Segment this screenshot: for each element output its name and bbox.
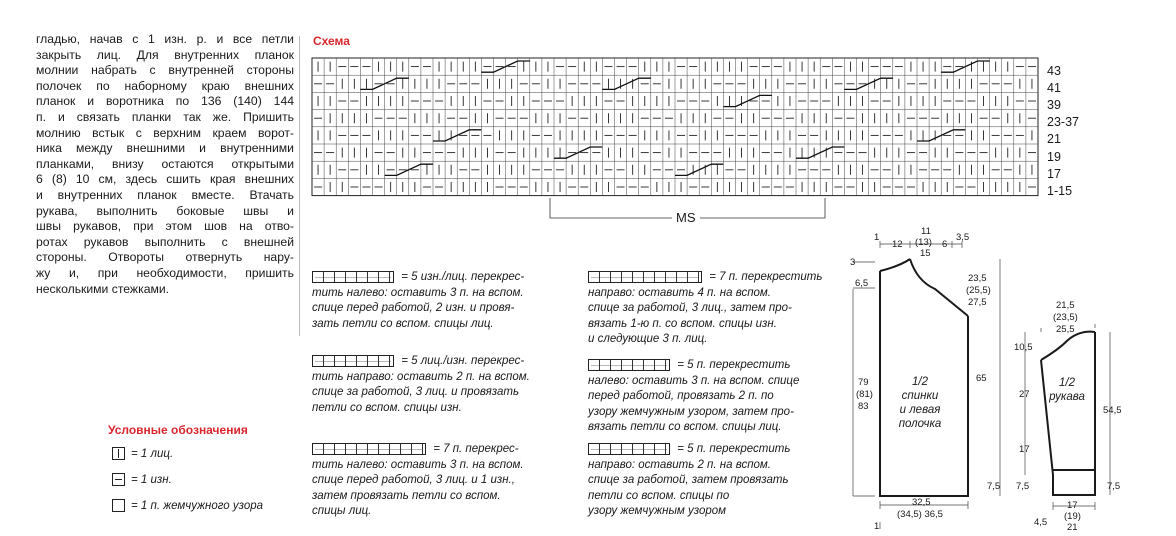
text-line: швы рукавов, при этом шов на отво-	[36, 219, 294, 234]
row-number: 23-37	[1047, 115, 1079, 129]
dim-label: 65	[976, 373, 987, 384]
cable-5-seed-left-icon	[588, 359, 670, 371]
cable-5-left-icon	[312, 271, 394, 283]
dim-label: 25,5	[1056, 324, 1075, 335]
knit-stitch-icon	[112, 447, 125, 460]
row-number: 21	[1047, 132, 1061, 146]
piece-label: 1/2 рукава	[1049, 377, 1085, 403]
dim-label: 3,5	[956, 232, 970, 243]
dim-label: 54,5	[1103, 405, 1122, 416]
text-line: и внутренних планок вместе. Втачать	[36, 187, 294, 202]
dim-label: 21,5	[1056, 300, 1075, 311]
cable-5-right-icon	[312, 355, 394, 367]
dim-label: (23,5)	[1053, 312, 1078, 323]
row-number: 17	[1047, 167, 1061, 181]
legend-item-knit	[112, 447, 173, 460]
dim-label: 7,5	[987, 481, 1001, 492]
text-line: стороны. Отвороты отвернуть нару-	[36, 250, 294, 265]
text-line: п. и связать планки так же. Пришить	[36, 109, 294, 124]
dim-label: 1	[874, 521, 880, 532]
dim-label: 1	[874, 232, 880, 243]
dim-label: 79	[858, 377, 869, 388]
text-line: гладью, начав с 1 изн. р. и все петли	[36, 32, 294, 46]
text-line: ника между внешними и внутренними	[36, 141, 294, 156]
dim-label: 6	[942, 239, 948, 250]
text-line: полочек по наборному краю внешних	[36, 78, 294, 93]
legend-item-purl	[112, 473, 172, 486]
row-number: 43	[1047, 64, 1061, 78]
cross-desc: = 5 изн./лиц. перекрес- тить налево: оставить 3 п. на вспом. спице перед работой, 2 изн. и провя- зать петли со вспом. спицы лиц.	[312, 271, 525, 330]
legend-title: Условные обозначения	[108, 423, 248, 437]
text-line: несколькими стежками.	[36, 281, 170, 296]
scheme-title: Схема	[313, 34, 350, 48]
repeat-label: MS	[672, 210, 700, 225]
cable-5-seed-right-icon	[588, 443, 670, 455]
dim-label: 10,5	[1014, 342, 1033, 353]
text-line: жу и, при необходимости, пришить	[36, 265, 294, 280]
cable-7-right-icon	[588, 271, 702, 283]
text-line: молнию встык с верхним краем ворот-	[36, 125, 294, 140]
purl-stitch-icon	[112, 473, 125, 486]
dim-label: 7,5	[1107, 481, 1121, 492]
dim-label: 12	[892, 239, 903, 250]
dim-label: 11	[921, 226, 931, 237]
dim-label: 4,5	[1034, 517, 1048, 528]
dim-label: 83	[858, 401, 869, 412]
dim-label: (25,5)	[966, 285, 991, 296]
dim-label: (81)	[856, 389, 873, 400]
dim-label: 21	[1067, 522, 1078, 533]
cable-7-left-icon	[312, 443, 426, 455]
knitting-chart	[300, 48, 1150, 228]
dim-label: 17	[1067, 500, 1078, 511]
cross-desc: = 5 п. перекрестить налево: оставить 3 п. на вспом. спице перед работой, провязать 2 п. по узору жемчужным узором, затем про- вязать петли со вспом. спицы лиц.	[588, 359, 800, 433]
text-line: молнии набрать с внутренней стороны	[36, 63, 294, 78]
dim-label: 3	[850, 257, 856, 268]
instructions-text	[36, 32, 294, 297]
dim-label: 7,5	[1016, 481, 1030, 492]
row-number: 1-15	[1047, 184, 1073, 198]
dim-label: 32,5	[912, 497, 931, 508]
dim-label: 6,5	[855, 278, 869, 289]
cross-desc: = 5 лиц./изн. перекрес- тить направо: оставить 2 п. на вспом. спице за работой, 3 лиц. и провязать петли со вспом. спицы изн.	[312, 355, 530, 414]
legend-text: = 1 изн.	[131, 473, 172, 486]
cross-desc: = 7 п. перекрестить направо: оставить 4 п. на вспом. спице за работой, 3 лиц., затем про- вязать 1-ю п. со вспом. спицы изн. и следующие 3 п. лиц.	[588, 271, 823, 345]
dim-label: (34,5) 36,5	[897, 509, 943, 520]
legend-text: = 1 п. жемчужного узора	[131, 499, 264, 512]
cross-desc: = 7 п. перекрес- тить налево: оставить 3 п. на вспом. спице перед работой, 3 лиц. и 1 изн., затем провязать петли со вспом. спицы лиц.	[312, 443, 524, 517]
dim-label: 23,5	[968, 273, 987, 284]
dim-label: 27	[1019, 389, 1030, 400]
text-line: планками, внизу остаются открытыми	[36, 156, 294, 171]
text-line: 6 (8) 10 см, здесь сшить края внешних	[36, 172, 294, 187]
legend-text: = 1 лиц.	[131, 447, 174, 460]
legend-item-seed	[112, 499, 263, 512]
text-line: закрыть лиц. Для внутренних планок	[36, 47, 294, 62]
row-number: 19	[1047, 150, 1061, 164]
row-number: 39	[1047, 98, 1061, 112]
seed-stitch-icon	[112, 499, 125, 512]
text-line: рукава, выполнить боковые швы и	[36, 203, 294, 218]
text-line: планок и воротника по 136 (140) 144	[36, 94, 294, 109]
cross-desc: = 5 п. перекрестить направо: оставить 2 п. на вспом. спице за работой, затем провязать петли со вспом. спицы по узору жемчужным узором	[588, 443, 791, 517]
row-number: 41	[1047, 81, 1061, 95]
dim-label: (19)	[1064, 511, 1081, 522]
text-line: ротах рукавов выполнить с внешней	[36, 234, 294, 249]
dim-label: 27,5	[968, 297, 987, 308]
dim-label: 17	[1019, 444, 1030, 455]
dim-label: 15	[920, 248, 931, 259]
piece-label: 1/2 спинки и левая полочка	[898, 376, 942, 430]
dim-label: (13)	[915, 237, 932, 248]
